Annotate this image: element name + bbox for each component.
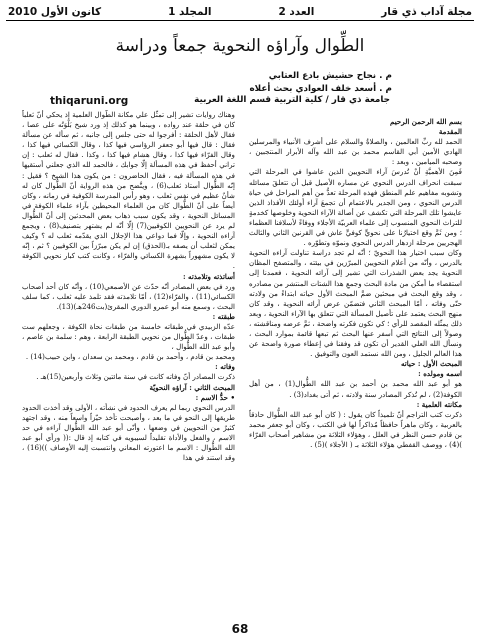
header-date: كانون الأول 2010 bbox=[8, 5, 102, 18]
paragraph: ومحمد بن قادم ، وأحمد بن قادم ، ومحمد بن سعدان ، وابن حبيب(14) . bbox=[25, 352, 235, 362]
section-heading: المبحث الأول : حياته bbox=[400, 359, 462, 369]
affiliation: جامعة ذي قار / كلية التربية قسم اللغة العربية bbox=[194, 95, 390, 105]
paragraph: هو أبو عبد الله محمد بن أحمد بن عبد الله الطُّوال(1) ، من أهل الكوفة(2) ، لم تُذكر المصادر سنة ولادته ، ثم أتى بغداد(3) . bbox=[249, 379, 462, 399]
paragraph: فَمِنَ الأهميَّةِ أنْ تُدرسَ آراء النحويين الذين عاشوا في المرحلة التي سبقت انحراف الدرس النحوي عن مساره الأصيل قبل أن تتعلقَ مسائله وتشوبه مفاهيم علم المنطق فهذه المرحلة تعدُّ من أهم المراحل في حياة الدرس النحوي ، ومن الجدير بالاعتمام أن تجمعَ آراء أولئك الأفذاذ الذين عايشوا تلك المرحلة التي تكشف عن أصالة الآراء النحوية وخلوصها كخدمةٍ للتراث النحوي المنسوب إلى علماء العربيّة الأجلاء ووفاءً لأسلافنا العظماء ؛ ومن ثَمَّ وقع اختيارُنا على نحويٍّ كوفيٍّ عاش في القرنين الثاني والثالث الهجريين مرحلة ازدهار الدرس النحوي ونموّه وتطوّره . bbox=[249, 167, 462, 248]
author-1: م . نجاح حشيش بادع العتابي bbox=[268, 71, 392, 81]
section-heading: طبقته : bbox=[212, 311, 235, 321]
section-heading: وفاته : bbox=[215, 362, 235, 372]
website-link[interactable]: thiqaruni.org bbox=[50, 95, 129, 107]
right-text-column bbox=[249, 117, 462, 615]
left-text-column bbox=[22, 110, 235, 615]
paragraph: الدرس النحوي ربما لم يعرف الحدود في نشأته ، الأولى وقد أخذت الحدود طريقها إلى النحو في ما بعد ، وأصبحت تأخذ حيّزاً واسعاً منه ، وقد اجتهد كثيرٌ من النحويين في وضعها ، وأنّى أبو عبد الله الطُّوال آراءه في حد الاسم ، والفعل والأداة تقليداً لسيبويه في كتابه إذ قال :(( ورأي أبو عبد الله الطُّوال : الاسم ما اعتورته المعاني وانتسبت إليه الأوصاف ))(16) ، وقد استند في هذا bbox=[22, 402, 235, 463]
running-header bbox=[6, 3, 474, 21]
section-heading: مكانته العلمية : bbox=[416, 399, 462, 409]
section-heading: المقدمة bbox=[438, 127, 462, 137]
section-heading: المبحث الثاني : آراؤه النحويّة bbox=[149, 382, 235, 392]
paragraph: ورد في بعض المصادر أنّه حدّث عن الأصمعي(10) ، وأنّه كان أحد أصحاب الكسائي(11) ، والفرّاء(12) ، أمّا تلامذته فقد تلمذ عليه ثعلب ، كما سلف البحث ، وسمع منه أبو عمرو الدوري المقرئ(بت246هـ)(13). bbox=[22, 281, 235, 311]
section-heading: بسم الله الرحمن الرحيم bbox=[390, 117, 462, 126]
page-number: 68 bbox=[231, 622, 249, 636]
paragraph: وكان سبب اختيار هذا النحويّ ؛ أنّه لم تجد دراسة تناولت آراءه النحوية بالدرس ، وأنّه من أعلام النحويين المبرّزين في بيئته ، والمتصفح المظان النحوية يجد بعض الشذرات التي تشير إلى آرائه النحوية ، فعمدنا إلى استقصاء ما أمكن من مادة البحث وجمعِ هذا الشتات المنتشر من مصادره ، وقد وقع البحث في مبحثين ضمَّ المبحث الأول حياته ابتداءً من ولادته حتّى وفاته ، أمّا المبحث الثاني فتضمّن عرض آرائه النحوية ، وقد كان منهج البحث يعتمد على تأصيل المسألة التي تتعلق بها الآراء النحوية ، وبعد ذلك يمثّله المقصد للرأي ؛ كي تكون فكرته واضحة ، ثمَّ عرضه ومناقشته ، وصولاً إلى النتائج التي أسفر عنها البحث ثم تبعها قائمة بموارد البحث ، ونسأل الله العلي القدير أن تكون قد وفقنا في إعطاء صورة واضحة عن هذا العالم الجليل ، ومن الله نستمد العون والتوفيق . bbox=[249, 248, 462, 359]
header-volume: المجلد 1 bbox=[168, 5, 212, 18]
section-heading: • حدُّ الاسم : bbox=[195, 392, 235, 402]
author-2: م . أسعد خلف العوادي بحث أعلاه bbox=[249, 84, 392, 94]
paragraph: عدّه الزبيدي في طبقاته خامسة من طبقات نحاة الكوفة ، وجعلهم ست طبقات ، وعدّ الطُّوال من نحويي الطبقة الرابعة ، وهم : سلمة بن عاصم ، وأبو عبد الله الطُّوال ، bbox=[22, 321, 235, 352]
header-issue: العدد 2 bbox=[278, 5, 315, 18]
paragraph: ذكرت المصادر أنّ وفاته كانت في سنة مائتين وثلاث وأربعين(15)هـ . bbox=[36, 372, 235, 382]
section-heading: أساتذته وتلامذته : bbox=[182, 271, 235, 281]
article-title: الطِّوال وآراؤه النحوية جمعاً ودراسة bbox=[115, 36, 365, 56]
header-journal: مجلة آداب ذي قار bbox=[381, 5, 472, 18]
paragraph: ذكرت كتب التراجم أنّ تلميذاً كان يقول : ( كان أبو عبد الله الطُّوال حاذقاً بالعربية ، وكان ماهراً حافظاً مُذاكراً لها في الكتب ، وكان أبو جعفر محمد بن قادم حسن النظر في العلل ، وهؤلاء الثلاثة من مشاهير أصحاب الفرّاء )(4) ، ووصف القفطي هؤلاء الثلاثة بـ ( الأجلاء )(5) . bbox=[249, 409, 462, 449]
section-heading: اسمه ومولده : bbox=[418, 369, 462, 379]
author-block bbox=[172, 70, 392, 96]
paragraph: وهناك روايات تشير إلى تمثّل علي مكانة الطُّوال العلمية إذ يحكي أنّ ثعلباً كان في حلقة عند رواده ، وبينما هو كذلك إذ ورد شيخ بَلْوَتُه على عصا ، فقال لأهل الحلقة : أفرجوا له حتى جلس إلى جانبه ، ثم سأله عن مسألة فقال : قال فيها أبو جعفر الرؤاسي فيها كذا ، وقال الكسائي فيها كذا ، وقال الفرّاء فيها كذا ، وقال هشام فيها كذا ، وكذا . فقال له ثعلب : إن تراني أحفظ في هذه المسألة إلّا جوابك ، فالحمد لله الذي جعلني أستقيها في هذه المسألة فيه ، فقال الحاضرون : من يكون هذا الشيخ ؟ فقيل : إنّه الطُّوال أستاذ ثعلب(6) ، ويتَّضح من هذه الرواية أنّ الطُّوال كان له شأنٌ عظيم في نفس ثعلب ، وهو رأس المدرسة الكوفية في زمانه ، وكان أيضاً على أنّ الطُّوال كان من العلماء المحيطين بآراء علماء الكوفة في المسائل النحوية ، وقد يكون سبب ذهاب بعض المحدثين إلى أنّ الطُّوال لم يرد عن النحويين الكوفيين(7) إلّا أنّه لم يشتهر بتصنيف(8) ، ويجمع آراءه النحوية ، وإلّا فما دواعي هذا الإجلال الذي يقدّمه ثعلب له ؟ وكيف يمكن لثعلب أن يصفه بـ(الحذق) إن لم يكن مبرّزاً بين الكوفيين ؟ ثم ، إنّه لا يكون مشهوراً بشهرة الكسائي والفرّاء ، وكانت كتب كبار نحويي الكوفة . bbox=[22, 110, 235, 271]
paragraph: الحمد لله ربِّ العالمين ، والصلاةُ والسلام على أشرف الأنبياء والمرسلين الهادي الأمين أبي القاسم محمد بن عبد الله وآله الأبرار المنتجبين ، وصحبه الميامين ، وبعد : bbox=[249, 137, 462, 167]
